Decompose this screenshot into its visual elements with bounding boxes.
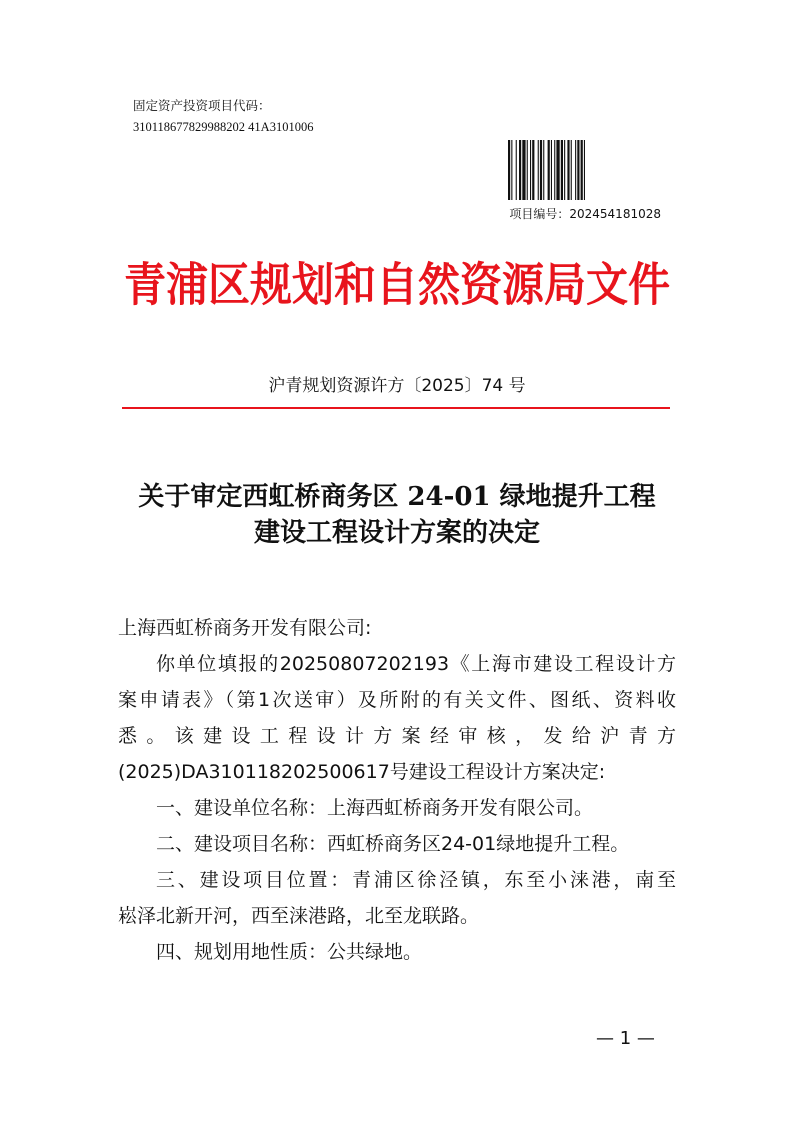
page-number: — 1 — — [596, 1028, 655, 1049]
paragraph-line: 悉。该建设工程设计方案经审核，发给沪青方 — [118, 725, 676, 747]
paragraph-line: 你单位填报的20250807202193《上海市建设工程设计方 — [156, 653, 676, 675]
list-item: 二、建设项目名称：西虹桥商务区24-01绿地提升工程。 — [156, 833, 630, 855]
list-item: 四、规划用地性质：公共绿地。 — [156, 941, 423, 963]
project-number: 项目编号：202454181028 — [509, 207, 661, 221]
document-title-line-1: 关于审定西虹桥商务区 24-01 绿地提升工程 — [138, 482, 656, 512]
red-divider-line — [122, 407, 670, 409]
list-item: 一、建设单位名称：上海西虹桥商务开发有限公司。 — [156, 797, 594, 819]
list-item: 三、建设项目位置：青浦区徐泾镇，东至小涞港，南至 — [156, 869, 676, 891]
document-number: 沪青规划资源许方〔2025〕74 号 — [268, 376, 526, 396]
project-code-label: 固定资产投资项目代码： — [133, 98, 271, 113]
paragraph-line: 案申请表》（第1次送审）及所附的有关文件、图纸、资料收 — [118, 689, 676, 711]
addressee: 上海西虹桥商务开发有限公司: — [118, 617, 372, 639]
paragraph-line: (2025)DA310118202500617号建设工程设计方案决定: — [118, 761, 606, 783]
document-body — [118, 610, 676, 970]
project-code-value: 310118677829988202 41A3101006 — [133, 120, 314, 134]
barcode — [508, 140, 661, 200]
document-title-line-2: 建设工程设计方案的决定 — [253, 518, 540, 548]
list-item-continuation: 崧泽北新开河，西至涞港路，北至龙联路。 — [118, 905, 480, 927]
issuing-authority-title: 青浦区规划和自然资源局文件 — [123, 257, 670, 312]
